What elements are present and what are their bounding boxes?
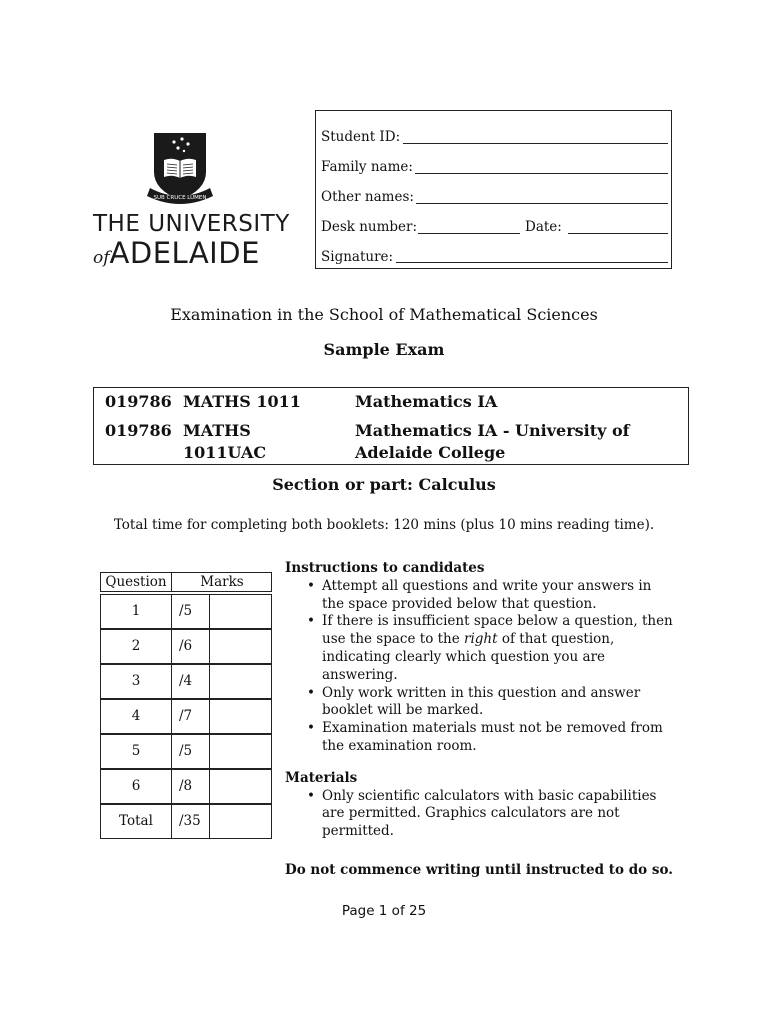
table-row: [100, 734, 272, 769]
time-allowed: Total time for completing both booklets: 120 mins (plus 10 mins reading time).: [113, 517, 655, 533]
question-number: 6: [131, 778, 141, 794]
crest-icon: [90, 130, 280, 210]
course-code: 019786: [105, 421, 172, 440]
course-number-line2: 1011UAC: [183, 443, 267, 462]
commence-warning: Do not commence writing until instructed to do so.: [285, 861, 673, 878]
list-item: • If there is insufficient space below a question, then use the space to the right of that question, indicating clearly which question you are answering.: [285, 613, 675, 684]
student-id-field[interactable]: [403, 143, 668, 144]
course-number: MATHS 1011: [183, 392, 301, 411]
signature-label: Signature:: [321, 249, 394, 265]
table-row: [100, 664, 272, 699]
other-names-field[interactable]: [416, 203, 668, 204]
max-marks: /5: [179, 603, 193, 619]
course-name-line1: Mathematics IA - University of: [355, 421, 630, 440]
list-item: • Attempt all questions and write your answers in the space provided below that question.: [285, 578, 675, 614]
max-marks: /8: [179, 778, 193, 794]
date-label: Date:: [525, 219, 562, 235]
total-label: Total: [119, 813, 153, 829]
student-id-label: Student ID:: [321, 129, 401, 145]
university-adelaide-text: ADELAIDE: [109, 236, 260, 270]
question-number: 2: [131, 638, 141, 654]
table-row: [100, 769, 272, 804]
table-row: [100, 594, 272, 629]
university-of-text: of: [93, 248, 110, 268]
course-number-line1: MATHS: [183, 421, 251, 440]
table-row: [100, 629, 272, 664]
exam-title: Examination in the School of Mathematical Sciences: [170, 305, 598, 324]
page-number: Page 1 of 25: [341, 903, 427, 919]
course-number: [183, 420, 266, 464]
question-number: 3: [131, 673, 141, 689]
family-name-label: Family name:: [321, 159, 413, 175]
instructions-list: [285, 578, 675, 756]
materials-heading: Materials: [285, 769, 358, 786]
instructions-heading: Instructions to candidates: [285, 560, 485, 576]
question-number: 1: [131, 603, 141, 619]
course-code: 019786: [105, 392, 172, 411]
header-marks: Marks: [200, 574, 244, 590]
university-name-line1: THE UNIVERSITY: [93, 211, 290, 237]
svg-text:SUB CRUCE LUMEN: SUB CRUCE LUMEN: [153, 195, 207, 201]
course-name: Mathematics IA: [355, 392, 498, 411]
instructions-panel: [285, 560, 675, 880]
list-item: • Examination materials must not be removed from the examination room.: [285, 720, 675, 756]
other-names-label: Other names:: [321, 189, 414, 205]
header-question: Question: [105, 574, 167, 590]
marks-table-header: [100, 572, 272, 592]
max-marks: /6: [179, 638, 193, 654]
exam-subtitle: Sample Exam: [323, 340, 445, 359]
desk-number-field[interactable]: [418, 233, 520, 234]
section-title: Section or part: Calculus: [272, 475, 496, 494]
max-marks: /5: [179, 743, 193, 759]
list-item: • Only work written in this question and answer booklet will be marked.: [285, 685, 675, 721]
date-field[interactable]: [568, 233, 668, 234]
question-number: 4: [131, 708, 141, 724]
signature-field[interactable]: [396, 262, 668, 263]
course-box: [93, 387, 689, 465]
table-row: [100, 699, 272, 734]
max-marks: /4: [179, 673, 193, 689]
table-row-total: [100, 804, 272, 839]
question-number: 5: [131, 743, 141, 759]
max-marks: /7: [179, 708, 193, 724]
university-name-line2: [93, 236, 260, 270]
list-item: • Only scientific calculators with basic capabilities are permitted. Graphics calculators are not permitted.: [285, 788, 675, 841]
materials-list: [285, 788, 675, 841]
course-name: [355, 420, 630, 464]
course-name-line2: Adelaide College: [355, 443, 506, 462]
family-name-field[interactable]: [415, 173, 668, 174]
student-info-box: [315, 110, 672, 269]
total-max-marks: /35: [179, 813, 201, 829]
desk-number-label: Desk number:: [321, 219, 418, 235]
